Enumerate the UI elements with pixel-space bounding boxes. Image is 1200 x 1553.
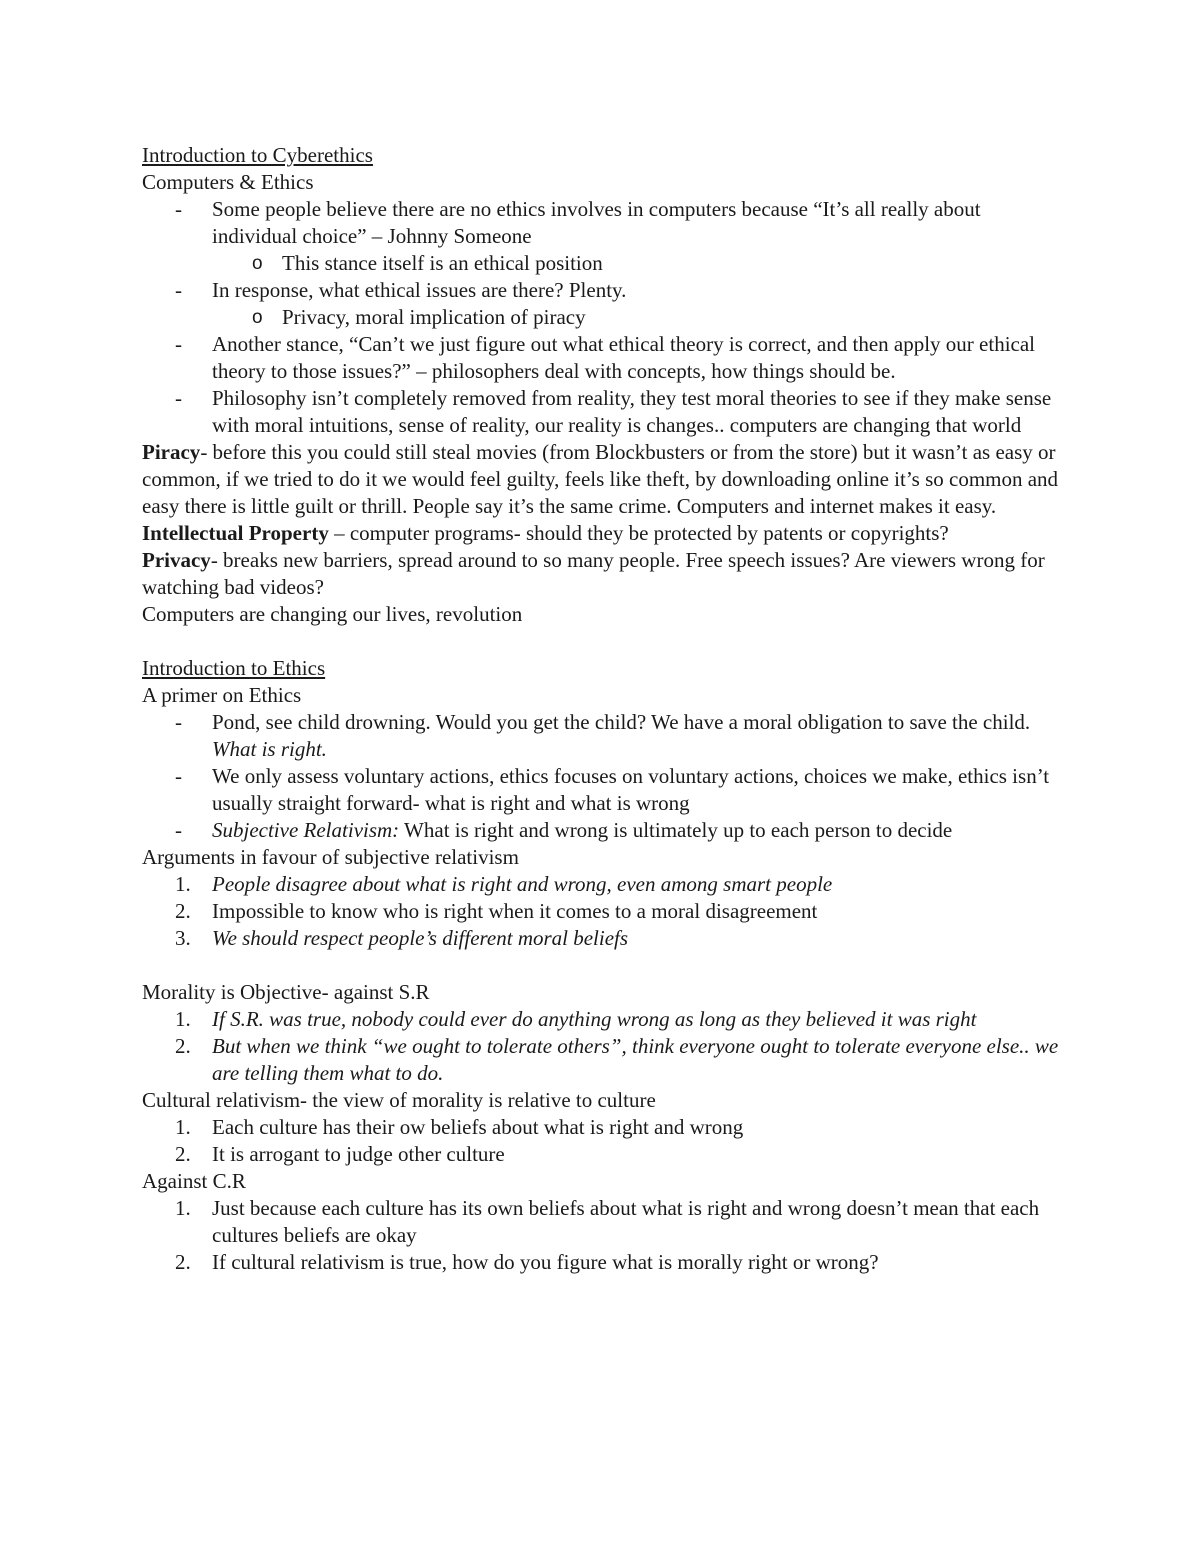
paragraph-intellectual-property (142, 520, 1062, 547)
list-item (142, 331, 1062, 385)
list-item (142, 817, 1062, 844)
list-item-text: Each culture has their ow beliefs about what is right and wrong (212, 1115, 744, 1139)
subjective-relativism-text: What is right and wrong is ultimately up to each person to decide (399, 818, 953, 842)
document-page (142, 142, 1062, 1276)
list-item-text: We only assess voluntary actions, ethics focuses on voluntary actions, choices we make, ethics isn’t usually straight forward- what is right and what is wrong (212, 764, 1050, 815)
dash-bullet: - (175, 278, 182, 302)
list-item-text: Philosophy isn’t completely removed from reality, they test moral theories to see if they make sense with moral intuitions, sense of reality, our reality is changes.. computers are changing that world (212, 386, 1052, 437)
list-item (142, 1114, 1062, 1141)
list-item (142, 898, 1062, 925)
dash-bullet: - (175, 332, 182, 356)
list-item (142, 277, 1062, 304)
args-heading: Arguments in favour of subjective relativism (142, 845, 519, 869)
list-number: 2. (175, 1142, 191, 1166)
list-number: 1. (175, 1115, 191, 1139)
term-privacy: Privacy (142, 548, 211, 572)
list-item (142, 925, 1062, 952)
list-item (142, 1033, 1062, 1087)
list-item-text: Privacy, moral implication of piracy (282, 305, 586, 329)
blank-line (142, 952, 1062, 979)
section-title-ethics: Introduction to Ethics (142, 656, 326, 680)
section-title-cyberethics: Introduction to Cyberethics (142, 143, 373, 167)
list-item-text: Impossible to know who is right when it comes to a moral disagreement (212, 899, 818, 923)
privacy-text: - breaks new barriers, spread around to so many people. Free speech issues? Are viewers wrong for watching bad videos? (142, 548, 1045, 599)
paragraph-privacy (142, 547, 1062, 601)
list-item (142, 1006, 1062, 1033)
dash-bullet: - (175, 197, 182, 221)
ip-text: – computer programs- should they be protected by patents or copyrights? (328, 521, 949, 545)
subheading-primer: A primer on Ethics (142, 683, 302, 707)
list-item-text: Some people believe there are no ethics involves in computers because “It’s all really about individual choice” – Johnny Someone (212, 197, 981, 248)
paragraph-closing: Computers are changing our lives, revolution (142, 602, 523, 626)
list-item-text: In response, what ethical issues are there? Plenty. (212, 278, 627, 302)
list-number: 1. (175, 872, 191, 896)
term-intellectual-property: Intellectual Property (142, 521, 329, 545)
term-piracy: Piracy (142, 440, 201, 464)
list-number: 2. (175, 899, 191, 923)
cultural-relativism-heading: Cultural relativism- the view of morality is relative to culture (142, 1088, 656, 1112)
circle-bullet: o (252, 253, 263, 274)
list-number: 2. (175, 1250, 191, 1274)
term-subjective-relativism: Subjective Relativism: (212, 818, 400, 842)
list-item (142, 250, 1062, 277)
list-item-text: If S.R. was true, nobody could ever do anything wrong as long as they believed it was right (212, 1007, 977, 1031)
against-cr-heading: Against C.R (142, 1169, 246, 1193)
list-item-text: We should respect people’s different moral beliefs (212, 926, 629, 950)
blank-line (142, 628, 1062, 655)
piracy-text: - before this you could still steal movies (from Blockbusters or from the store) but it wasn’t as easy or common, if we tried to do it we would feel guilty, feels like theft, by downloading online it’s so common and easy there is little guilt or thrill. People say it’s the same crime. Computers and internet makes it easy. (142, 440, 1059, 518)
list-item-text: Another stance, “Can’t we just figure out what ethical theory is correct, and then apply our ethical theory to those issues?” – philosophers deal with concepts, how things should be. (212, 332, 1035, 383)
objective-heading: Morality is Objective- against S.R (142, 980, 430, 1004)
dash-bullet: - (175, 764, 182, 788)
subheading-computers-ethics: Computers & Ethics (142, 170, 314, 194)
circle-bullet: o (252, 307, 263, 328)
list-item (142, 1249, 1062, 1276)
dash-bullet: - (175, 710, 182, 734)
list-item (142, 1195, 1062, 1249)
list-number: 3. (175, 926, 191, 950)
list-item (142, 304, 1062, 331)
list-item-text (212, 709, 1062, 763)
list-item-text: If cultural relativism is true, how do you figure what is morally right or wrong? (212, 1250, 879, 1274)
list-item (142, 709, 1062, 763)
list-item (142, 1141, 1062, 1168)
list-item-text (212, 817, 1062, 844)
list-number: 1. (175, 1007, 191, 1031)
list-item (142, 871, 1062, 898)
dash-bullet: - (175, 818, 182, 842)
list-number: 1. (175, 1196, 191, 1220)
list-item-text: Just because each culture has its own beliefs about what is right and wrong doesn’t mean that each cultures beliefs are okay (212, 1196, 1040, 1247)
list-item-text: This stance itself is an ethical position (282, 251, 603, 275)
list-item (142, 196, 1062, 250)
paragraph-piracy (142, 439, 1062, 520)
pond-text: Pond, see child drowning. Would you get the child? We have a moral obligation to save the child. (212, 710, 1031, 734)
dash-bullet: - (175, 386, 182, 410)
list-item-text: People disagree about what is right and wrong, even among smart people (212, 872, 833, 896)
list-item-text: It is arrogant to judge other culture (212, 1142, 505, 1166)
list-item (142, 385, 1062, 439)
list-item-text: But when we think “we ought to tolerate others”, think everyone ought to tolerate everyone else.. we are telling them what to do. (212, 1034, 1059, 1085)
pond-italic: What is right. (212, 737, 327, 761)
list-item (142, 763, 1062, 817)
list-number: 2. (175, 1034, 191, 1058)
